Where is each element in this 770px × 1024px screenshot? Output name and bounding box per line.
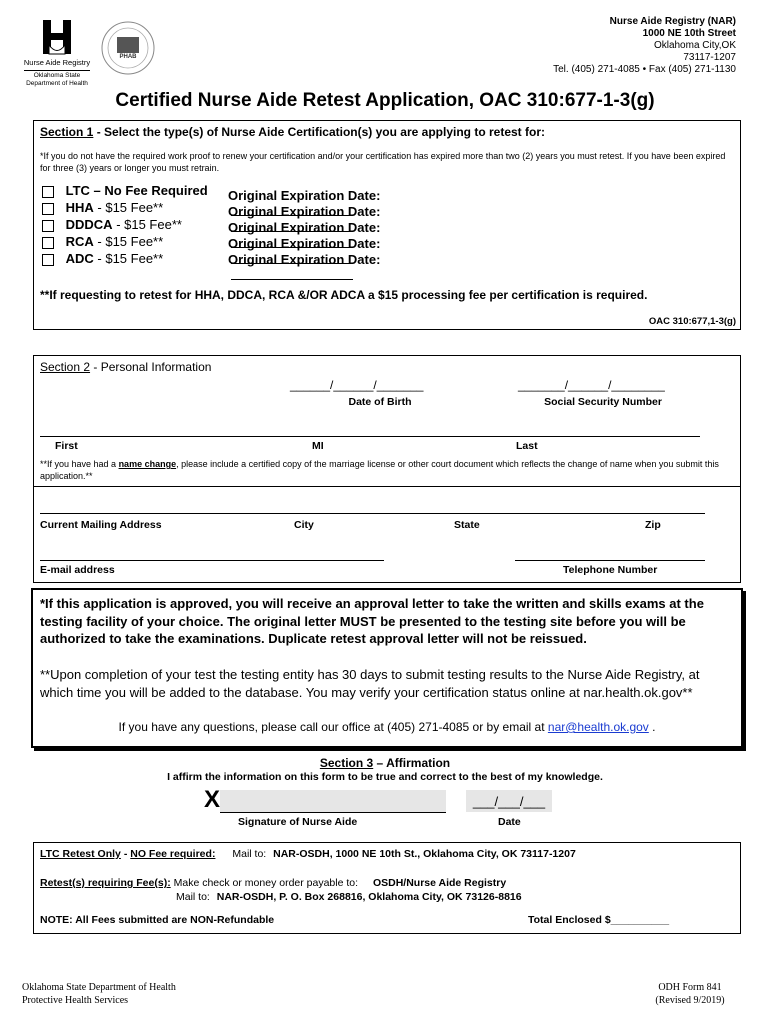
signature-label: Signature of Nurse Aide: [238, 816, 358, 828]
dob-label: Date of Birth: [348, 396, 412, 408]
first-name-label: First: [55, 440, 78, 452]
option-dddca[interactable]: [42, 217, 182, 233]
option-ltc[interactable]: [42, 183, 208, 199]
exp-date-ltc[interactable]: Original Expiration Date:: [228, 188, 488, 220]
ltc-retest-label: LTC Retest Only: [40, 848, 121, 860]
section3-heading: [0, 756, 770, 770]
questions-line: [40, 720, 734, 734]
questions-pre: If you have any questions, please call our office at (405) 271-4085 or by email at: [118, 720, 548, 734]
non-refundable-note: NOTE: All Fees submitted are NON-Refundable: [40, 914, 275, 926]
name-change-post: , please include a certified copy of the marriage license or other court document which reflects the change of name when you submit this application.**: [40, 459, 719, 481]
address-line[interactable]: [40, 513, 705, 514]
footer-form: ODH Form 841: [658, 982, 722, 993]
email-link[interactable]: nar@health.ok.gov: [547, 720, 649, 734]
section1-note: *If you do not have the required work proof to renew your certification and/or your certification has expired more than two (2) years you must retest. If you have been expired for three (3) years or longer you must retrain.: [40, 151, 726, 173]
city-label: City: [294, 519, 314, 531]
hha-code: HHA: [65, 200, 94, 215]
fee-retest-label: Retest(s) requiring Fee(s):: [40, 877, 171, 889]
ltc-address: NAR-OSDH, 1000 NE 10th St., Oklahoma City, OK 73117-1207: [273, 848, 576, 860]
payee: OSDH/Nurse Aide Registry: [372, 877, 507, 889]
rca-checkbox[interactable]: [42, 237, 54, 249]
registry-phones: Tel. (405) 271-4085 • Fax (405) 271-1130: [553, 64, 736, 75]
registry-street: 1000 NE 10th Street: [642, 28, 736, 39]
completion-notice: **Upon completion of your test the testing entity has 30 days to submit testing results to the Nurse Aide Registry, at which time you will be added to the database. You may verify your certification status online at nar.health.ok.gov**: [40, 667, 700, 700]
state-label: State: [454, 519, 480, 531]
ltc-checkbox[interactable]: [42, 186, 54, 198]
total-enclosed[interactable]: Total Enclosed $__________: [528, 914, 670, 926]
divider: [33, 486, 741, 487]
logo-text: Nurse Aide Registry: [23, 58, 91, 67]
dddca-checkbox[interactable]: [42, 220, 54, 232]
name-change-emphasis: name change: [118, 459, 177, 469]
footer-dept: Oklahoma State Department of Health: [22, 982, 176, 993]
footer-revised: (Revised 9/2019): [655, 995, 725, 1006]
section1-label: Section 1: [40, 125, 94, 139]
adc-code: ADC: [65, 251, 94, 266]
fee-mail-to: Mail to:: [176, 891, 210, 903]
affirmation-text: I affirm the information on this form to be true and correct to the best of my knowledge.: [167, 771, 603, 783]
exp-date-adc[interactable]: Original Expiration Date:: [228, 252, 488, 284]
agency-line1: Oklahoma State: [33, 72, 81, 79]
address-label: Current Mailing Address: [40, 519, 162, 531]
adc-checkbox[interactable]: [42, 254, 54, 266]
name-line[interactable]: [40, 436, 700, 437]
date-label: Date: [498, 816, 521, 828]
exp-label: Original Expiration Date: [228, 188, 377, 203]
exp-date-rca[interactable]: Original Expiration Date:: [228, 236, 488, 268]
section2-heading: [40, 360, 211, 374]
fee-mail-to-line: [176, 891, 736, 903]
ltc-code: LTC: [65, 183, 90, 198]
odh-logo: [22, 18, 92, 90]
hha-checkbox[interactable]: [42, 203, 54, 215]
dddca-fee: - $15 Fee**: [112, 217, 182, 232]
email-label: E-mail address: [40, 564, 115, 576]
footer-services: Protective Health Services: [22, 995, 129, 1006]
seal-label: PHAB: [119, 54, 137, 60]
phone-label: Telephone Number: [563, 564, 658, 576]
ltc-nofee-label: NO Fee required:: [130, 848, 216, 860]
odh-logo-icon: [22, 18, 92, 60]
section3-heading-text: – Affirmation: [373, 756, 451, 770]
hha-fee: - $15 Fee**: [93, 200, 164, 215]
payable-to: Make check or money order payable to:: [170, 877, 359, 889]
ltc-mail-to: Mail to:: [232, 848, 267, 860]
last-name-label: Last: [516, 440, 538, 452]
registry-city: Oklahoma City,OK: [653, 40, 736, 51]
ssn-label: Social Security Number: [544, 396, 662, 408]
registry-name: Nurse Aide Registry (NAR): [609, 16, 736, 27]
dddca-code: DDDCA: [65, 217, 113, 232]
zip-label: Zip: [645, 519, 661, 531]
agency-line2: Department of Health: [26, 80, 88, 87]
exp-label: Original Expiration Date: [228, 236, 377, 251]
ssn-field[interactable]: _______/______/________: [518, 378, 665, 392]
signature-x: X: [204, 786, 221, 813]
rca-fee: - $15 Fee**: [93, 234, 164, 249]
ltc-mailing-line: [40, 848, 730, 860]
email-line[interactable]: [40, 560, 384, 561]
registry-zip: 73117-1207: [683, 52, 736, 63]
exp-date-dddca[interactable]: Original Expiration Date:: [228, 220, 488, 252]
name-change-pre: **If you have had a: [40, 459, 119, 469]
section2-heading-text: - Personal Information: [90, 360, 212, 374]
signature-field[interactable]: [220, 790, 446, 813]
registry-address: [480, 16, 736, 76]
option-rca[interactable]: [42, 234, 163, 250]
option-adc[interactable]: [42, 251, 163, 267]
fee-mailing-line: [40, 877, 730, 889]
exp-date-hha[interactable]: Original Expiration Date:: [228, 204, 488, 236]
section1-heading: [40, 125, 545, 139]
ltc-separator: -: [120, 848, 131, 860]
oac-reference: OAC 310:677,1-3(g): [648, 316, 736, 327]
name-change-note: [40, 458, 730, 482]
date-field[interactable]: ___/___/___: [466, 790, 552, 812]
exp-label: Original Expiration Date: [228, 220, 377, 235]
section1-heading-text: - Select the type(s) of Nurse Aide Certification(s) you are applying to retest for:: [93, 125, 545, 139]
mi-label: MI: [312, 440, 324, 452]
fee-note: **If requesting to retest for HHA, DDCA, RCA &/OR ADCA a $15 processing fee per certification is required.: [40, 288, 648, 302]
accreditation-seal: [100, 20, 156, 76]
phone-line[interactable]: [515, 560, 705, 561]
rca-code: RCA: [65, 234, 94, 249]
approval-notice: *If this application is approved, you will receive an approval letter to take the written and skills exams at the testing facility of your choice. The original letter MUST be presented to the testing site before you will be authorized to take the examinations. Duplicate retest approval letter will not be reissued.: [40, 596, 704, 646]
adc-fee: - $15 Fee**: [93, 251, 164, 266]
option-hha[interactable]: [42, 200, 163, 216]
ltc-fee: – No Fee Required: [89, 183, 208, 198]
dob-field[interactable]: ______/______/_______: [290, 378, 424, 392]
seal-icon: [100, 20, 156, 76]
section2-label: Section 2: [40, 360, 91, 374]
exp-label: Original Expiration Date: [228, 204, 377, 219]
section3-label: Section 3: [319, 756, 374, 770]
page-title: Certified Nurse Aide Retest Application, OAC 310:677-1-3(g): [115, 90, 655, 111]
fee-address: NAR-OSDH, P. O. Box 268816, Oklahoma City, OK 73126-8816: [216, 891, 522, 903]
questions-post: .: [648, 720, 656, 734]
exp-label: Original Expiration Date: [228, 252, 377, 267]
